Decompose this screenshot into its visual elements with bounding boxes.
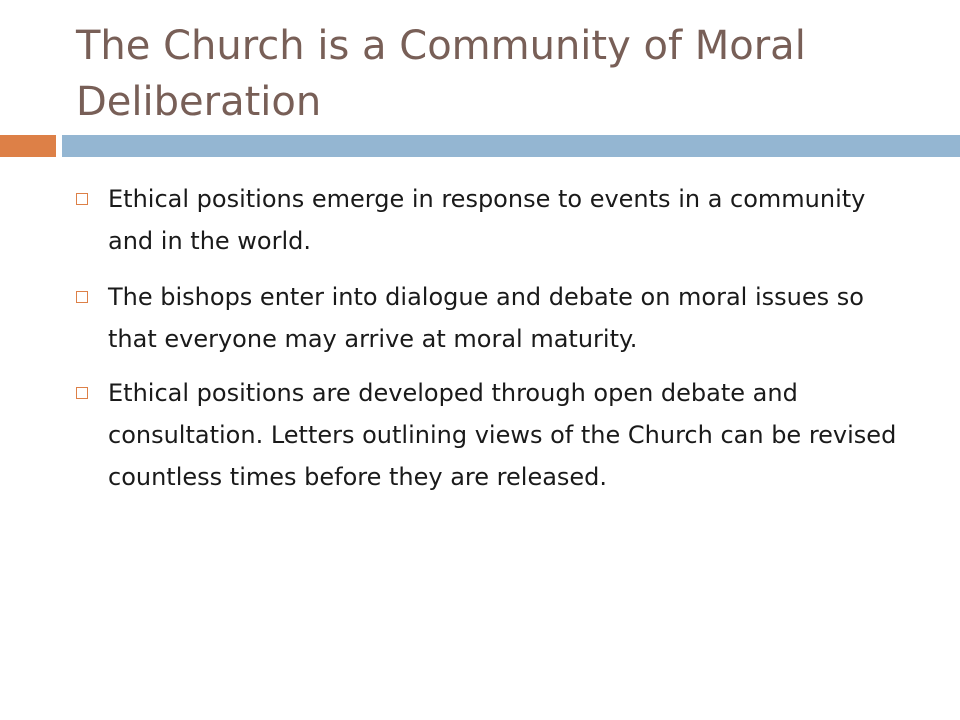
title-accent-bar-orange xyxy=(0,135,56,157)
bullet-text: The bishops enter into dialogue and debate on moral issues so that everyone may arrive at moral maturity. xyxy=(108,283,864,353)
bullet-text: Ethical positions are developed through open debate and consultation. Letters outlining views of the Church can be revised countless times before they are released. xyxy=(108,379,897,491)
slide-title: The Church is a Community of Moral Deliberation xyxy=(76,23,806,125)
hollow-square-bullet-icon xyxy=(76,291,88,303)
hollow-square-bullet-icon xyxy=(76,387,88,399)
bullet-item xyxy=(76,178,916,262)
title-accent-bar-blue xyxy=(62,135,960,157)
bullet-list xyxy=(76,178,916,512)
bullet-item xyxy=(76,372,916,498)
hollow-square-bullet-icon xyxy=(76,193,88,205)
bullet-text: Ethical positions emerge in response to events in a community and in the world. xyxy=(108,185,866,255)
bullet-item xyxy=(76,276,916,360)
